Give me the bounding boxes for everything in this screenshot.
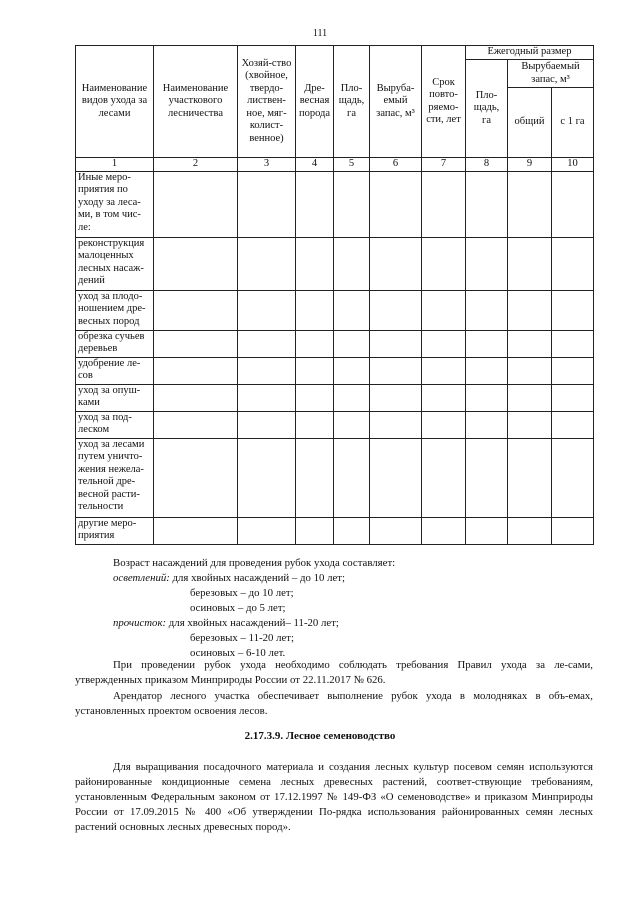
row-name: другие меро-приятия [76, 517, 154, 544]
section-heading: 2.17.3.9. Лесное семеноводство [244, 730, 396, 742]
table-row [76, 290, 594, 330]
table-row [76, 237, 594, 290]
table-row [76, 517, 594, 544]
thinning-birch: березовых – 11-20 лет; [190, 632, 294, 644]
col-number: 9 [508, 158, 552, 172]
col-number: 8 [466, 158, 508, 172]
thinning-conifer: для хвойных насаждений– 11-20 лет; [166, 617, 339, 629]
paragraph-rules-text: При проведении рубок ухода необходимо соблюдать требования Правил ухода за ле-сами, утвержденных приказом Минприроды России от 22.11.2017 № 626. [75, 659, 593, 686]
row-name: уход за опуш-ками [76, 384, 154, 411]
table-row [76, 384, 594, 411]
clarification-conifer: для хвойных насаждений – до 10 лет; [169, 572, 345, 584]
paragraph-rules [75, 658, 593, 688]
clarification-aspen: осиновых – до 5 лет; [190, 602, 286, 614]
header-farm-type: Хозяй-ство (хвойное, твердо-листвен-ное, мяг-колист-венное) [238, 46, 296, 158]
row-name: уход за лесами путем уничто-жения нежела-тельной дре-весной расти-тельности [76, 438, 154, 517]
row-name: уход за под-леском [76, 411, 154, 438]
header-volume: Выруба-емый запас, м³ [370, 46, 422, 158]
row-name: Иные меро-приятия по уходу за леса-ми, в том чис-ле: [76, 171, 154, 237]
header-species: Дре-весная порода [296, 46, 334, 158]
row-name: реконструкция малоценных лесных насаж-дений [76, 237, 154, 290]
clarification-label: осветлений: [113, 572, 170, 584]
ages-clarification-line [113, 571, 345, 586]
row-name: уход за плодо-ношением дре-весных пород [76, 290, 154, 330]
col-number: 3 [238, 158, 296, 172]
table-row [76, 330, 594, 357]
table-row [76, 357, 594, 384]
table-row [76, 411, 594, 438]
col-number: 5 [334, 158, 370, 172]
header-annual-volume: Вырубаемый запас, м³ [508, 60, 594, 88]
paragraph-seeds [75, 760, 593, 835]
col-number: 10 [552, 158, 594, 172]
thinning-aspen: осиновых – 6-10 лет. [190, 647, 286, 659]
col-number: 4 [296, 158, 334, 172]
header-volume-per-ha: с 1 га [552, 88, 594, 158]
header-annual: Ежегодный размер [466, 46, 594, 60]
thinning-label: прочисток: [113, 617, 167, 629]
col-number: 1 [76, 158, 154, 172]
paragraph-tenant-text: Арендатор лесного участка обеспечивает выполнение рубок ухода в молодняках в объ-емах, установленных проектом освоения лесов. [75, 690, 593, 717]
header-area: Пло-щадь, га [334, 46, 370, 158]
table-row [76, 438, 594, 517]
column-numbers-row [76, 158, 594, 172]
col-number: 6 [370, 158, 422, 172]
header-care-type: Наименование видов ухода за лесами [76, 46, 154, 158]
clarification-birch: березовых – до 10 лет; [190, 587, 294, 599]
ages-thinning-line [113, 616, 339, 631]
header-annual-area: Пло-щадь, га [466, 60, 508, 158]
header-forestry: Наименование участкового лесничества [154, 46, 238, 158]
table-row [76, 171, 594, 237]
col-number: 7 [422, 158, 466, 172]
paragraph-tenant [75, 689, 593, 719]
paragraph-seeds-text: Для выращивания посадочного материала и создания лесных культур посевом семян используются районированные кондиционные семена лесных древесных растений, соответ-ствующие требованиям, установленным Федеральным законом от 17.12.1997 № 149-ФЗ «О семеноводстве» и приказом Минприроды России от 17.09.2015 № 400 «Об утверждении По-рядка использования районированных семян лесных растений основных лесных древесных пород». [75, 761, 593, 833]
care-measures-table [75, 45, 594, 545]
header-repeat: Срок повто-ряемо-сти, лет [422, 46, 466, 158]
ages-intro: Возраст насаждений для проведения рубок ухода составляет: [113, 557, 396, 569]
row-name: обрезка сучьев деревьев [76, 330, 154, 357]
header-volume-total: общий [508, 88, 552, 158]
row-name: удобрение ле-сов [76, 357, 154, 384]
page-number: 111 [312, 28, 328, 39]
col-number: 2 [154, 158, 238, 172]
